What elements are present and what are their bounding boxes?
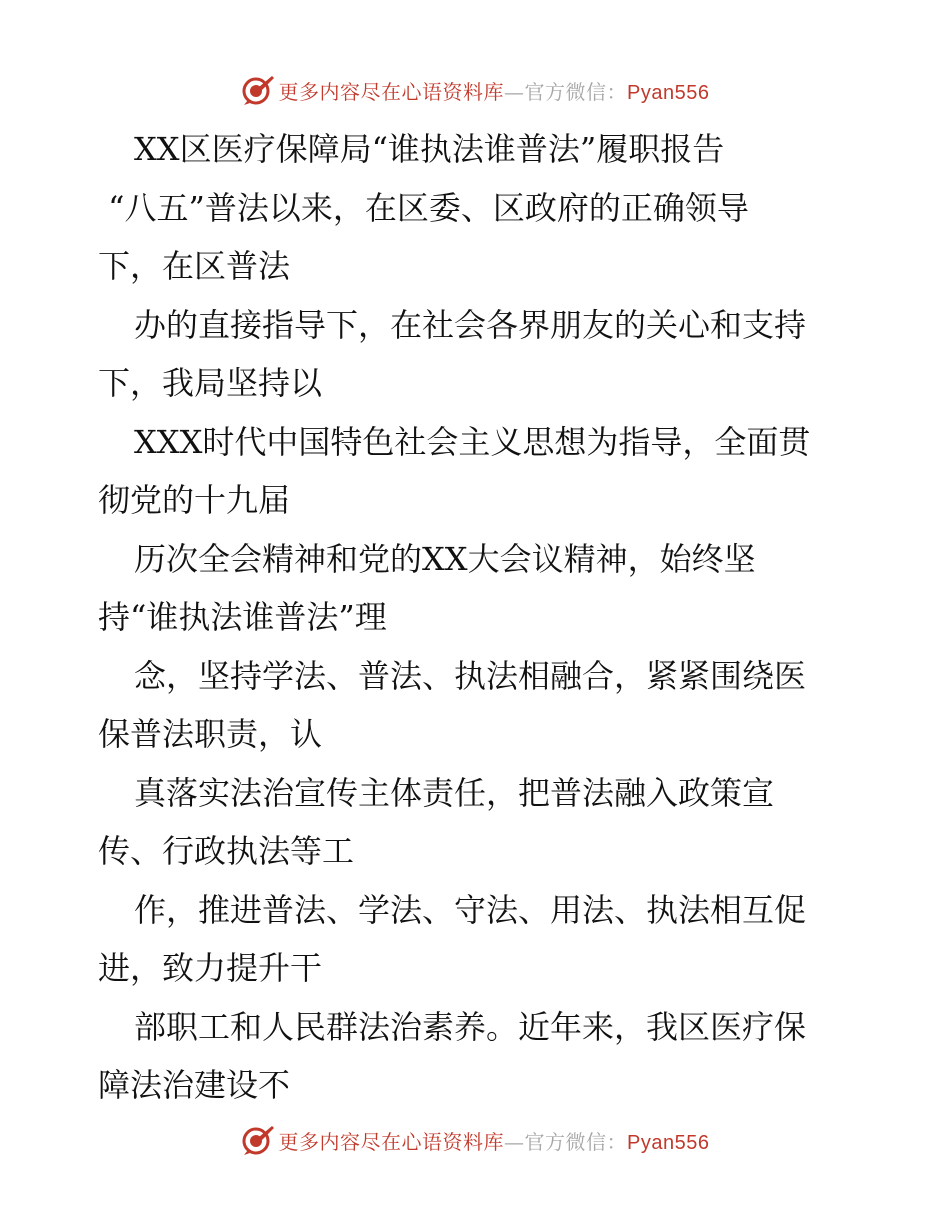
header-banner-text — [279, 76, 710, 105]
body-line: 念，坚持学法、普法、执法相融合，紧紧围绕医 — [134, 656, 807, 695]
header-banner-separator: — — [504, 79, 525, 104]
body-line: 传、行政执法等工 — [98, 832, 355, 870]
footer-banner — [0, 1120, 950, 1160]
header-banner-wechat-id: Pyan556 — [627, 81, 710, 104]
footer-banner-label: 官方微信： — [524, 1129, 628, 1154]
body-line: 下，在区普法 — [98, 247, 291, 285]
body-line: 办的直接指导下，在社会各界朋友的关心和支持 — [134, 305, 807, 344]
footer-banner-wechat-id: Pyan556 — [627, 1131, 710, 1154]
body-line: 彻党的十九届 — [98, 481, 291, 519]
body-line: 保普法职责，认 — [98, 715, 323, 753]
header-banner — [0, 70, 950, 110]
footer-banner-main: 更多内容尽在心语资料库 — [278, 1129, 505, 1154]
body-line: 作，推进普法、学法、守法、用法、执法相互促 — [134, 890, 807, 929]
body-line: 历次全会精神和党的XX大会议精神，始终坚 — [134, 539, 756, 578]
body-line: 进，致力提升干 — [98, 949, 323, 987]
body-line: XXX时代中国特色社会主义思想为指导，全面贯 — [134, 422, 811, 461]
footer-banner-text — [279, 1126, 710, 1155]
body-line: 下，我局坚持以 — [98, 364, 323, 402]
header-banner-label: 官方微信： — [524, 79, 628, 104]
pen-nib-seal-icon — [241, 1123, 275, 1157]
body-line: 持“谁执法谁普法”理 — [98, 598, 387, 636]
body-line: 真落实法治宣传主体责任，把普法融入政策宣 — [134, 773, 775, 812]
header-banner-main: 更多内容尽在心语资料库 — [278, 79, 505, 104]
body-line: 障法治建设不 — [98, 1066, 291, 1104]
document-body — [98, 120, 878, 1115]
document-title: XX区医疗保障局“谁执法谁普法”履职报告 — [134, 130, 725, 168]
body-line: “八五”普法以来，在区委、区政府的正确领导 — [98, 188, 749, 227]
body-line: 部职工和人民群法治素养。近年来，我区医疗保 — [134, 1007, 807, 1046]
footer-banner-separator: — — [504, 1129, 525, 1154]
pen-nib-seal-icon — [241, 73, 275, 107]
